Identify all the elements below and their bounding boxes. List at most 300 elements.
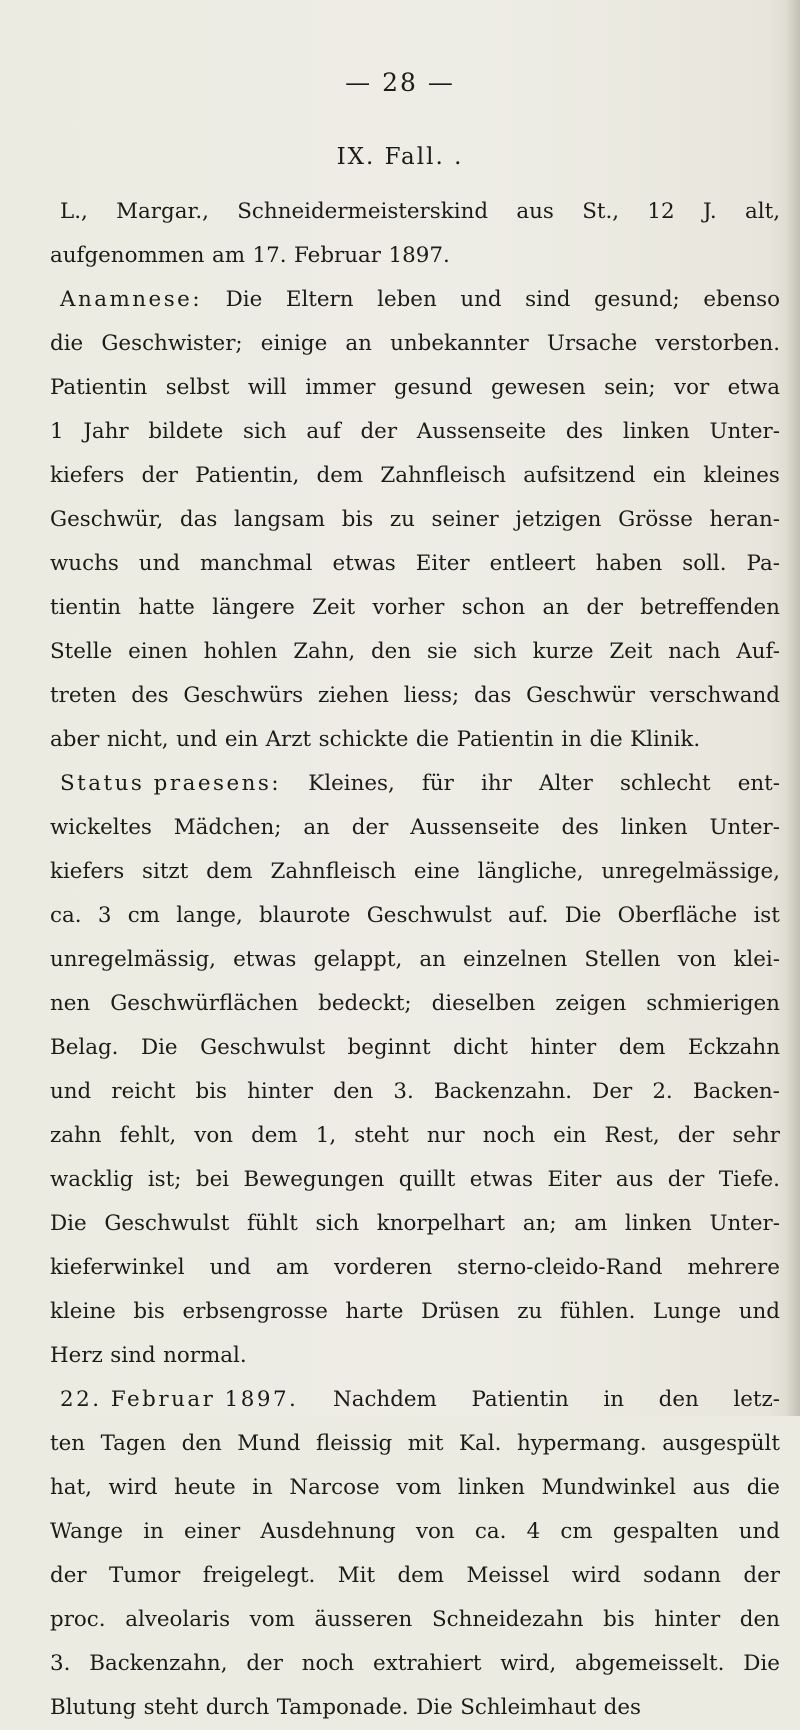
text-line (50, 1246, 780, 1290)
text-line (50, 278, 780, 322)
word: ihr (481, 771, 512, 796)
word: Die (564, 903, 602, 928)
word: längere (212, 595, 295, 620)
word: liess; (403, 683, 460, 708)
word: hinter (654, 1607, 721, 1632)
word: noch (301, 1651, 355, 1676)
text-line (50, 806, 780, 850)
word: blaurote (259, 903, 351, 928)
word: etwas (469, 1167, 534, 1192)
word: bedeckt; (318, 991, 412, 1016)
word: Unter- (709, 815, 780, 840)
word: Aussenseite (410, 815, 540, 840)
word: zeigen (555, 991, 627, 1016)
word: der (667, 1167, 705, 1192)
word: und (738, 1519, 780, 1544)
word: Bewegungen (243, 1167, 385, 1192)
text-line (50, 190, 780, 234)
word: zu (389, 507, 415, 532)
word: beginnt (347, 1035, 431, 1060)
word: Grösse (618, 507, 693, 532)
word: J. (702, 199, 717, 224)
word: proc. (50, 1607, 106, 1632)
word: Herz (50, 1343, 103, 1368)
word: hypermang. (516, 1431, 647, 1456)
word: heute (174, 1475, 236, 1500)
word: an (345, 331, 372, 356)
word: und (209, 1255, 251, 1280)
word: 3. (50, 1651, 71, 1676)
word: alt, (745, 199, 780, 224)
word: schon (461, 595, 526, 620)
word: reicht (111, 1079, 176, 1104)
word: und (738, 1299, 780, 1324)
text-line (50, 1598, 780, 1642)
text-line (50, 1070, 780, 1114)
word: Zahnfleisch (380, 463, 507, 488)
word: den (333, 1079, 374, 1104)
text-line (50, 542, 780, 586)
word: Mundwinkel (541, 1475, 677, 1500)
word: Mund (237, 1431, 301, 1456)
word: immer (305, 375, 376, 400)
word: Geschwulst (366, 903, 492, 928)
word: schlecht (619, 771, 711, 796)
word: Zeit (312, 595, 356, 620)
word: abgemeisselt. (575, 1651, 725, 1676)
word: Schleimhaut (460, 1695, 597, 1720)
word: Alter (539, 771, 593, 796)
word: Eltern (285, 287, 354, 312)
text-line (50, 1158, 780, 1202)
word: dicht (453, 1035, 508, 1060)
word: einzelnen (463, 947, 568, 972)
word: gespalten (612, 1519, 719, 1544)
word: linken (622, 419, 690, 444)
word: unregelmässig, (50, 947, 216, 972)
word: die (50, 331, 84, 356)
text-line (50, 454, 780, 498)
word: Arzt (265, 727, 312, 752)
paragraph-heading: Anamnese: (60, 287, 203, 312)
word: soll. (682, 551, 727, 576)
word: wird, (500, 1651, 557, 1676)
word: linken (458, 1475, 525, 1500)
word: Mädchen; (173, 815, 282, 840)
word: dieselben (431, 991, 536, 1016)
word: von (415, 1519, 455, 1544)
word: Kleines, (308, 771, 395, 796)
word: ebenso (703, 287, 780, 312)
word: Schneidermeisterskind (237, 199, 489, 224)
word: fehlt, (119, 1123, 177, 1148)
word: bis (133, 1299, 165, 1324)
word: bis (341, 507, 374, 532)
word: vom (396, 1475, 442, 1500)
word: ent- (737, 771, 780, 796)
word: sich (243, 419, 287, 444)
word: bis (603, 1607, 635, 1632)
section-title: IX. Fall. . (336, 144, 464, 170)
word: kiefers (50, 859, 125, 884)
text-line (50, 718, 780, 762)
word: den (739, 1607, 780, 1632)
word: wickeltes (50, 815, 152, 840)
text-line (50, 1378, 780, 1422)
word: fühlt (246, 1211, 298, 1236)
word: verschwand (649, 683, 780, 708)
word: Backenzahn, (89, 1651, 228, 1676)
word: sitzt (142, 859, 189, 884)
word: 2. (652, 1079, 673, 1104)
word: an; (522, 1211, 557, 1236)
word: Ursache (546, 331, 638, 356)
word: vorderen (333, 1255, 433, 1280)
word: des (131, 683, 169, 708)
text-line (50, 1642, 780, 1686)
text-line (50, 1686, 780, 1730)
word: an (303, 815, 330, 840)
word: für (421, 771, 454, 796)
word: wird (571, 1563, 621, 1588)
word: längliche, (477, 859, 584, 884)
word: Meissel (466, 1563, 550, 1588)
word: sich (315, 1211, 360, 1236)
word: zu (517, 1299, 543, 1324)
word: Die (743, 1651, 780, 1676)
word: Die (140, 1035, 178, 1060)
word: Geschwulst (104, 1211, 230, 1236)
word: des (565, 419, 604, 444)
word: heran- (709, 507, 780, 532)
word: Backenzahn. (433, 1079, 573, 1104)
word: nach (668, 639, 721, 664)
word: und (50, 1079, 92, 1104)
word: Die (50, 1211, 87, 1236)
word: seiner (431, 507, 499, 532)
text-line (50, 1114, 780, 1158)
word: extrahiert (373, 1651, 482, 1676)
word: Lunge (653, 1299, 722, 1324)
word: der (351, 815, 389, 840)
word: steht (143, 1695, 199, 1720)
word: von (677, 947, 717, 972)
word: Rest, (604, 1123, 660, 1148)
word: Schneidezahn (431, 1607, 584, 1632)
word: aus (692, 1475, 731, 1500)
text-line (50, 1026, 780, 1070)
word: klei- (733, 947, 780, 972)
word: Auf- (736, 639, 780, 664)
text-line (50, 674, 780, 718)
word: cm (560, 1519, 593, 1544)
word: am (574, 1211, 608, 1236)
word: 1897. (388, 243, 450, 268)
word: in (603, 1387, 625, 1412)
word: den (658, 1387, 699, 1412)
text-line (50, 410, 780, 454)
word: an (542, 595, 569, 620)
word: hohlen (203, 639, 278, 664)
word: Geschwürflächen (110, 991, 299, 1016)
word: einige (260, 331, 328, 356)
word: Nachdem (332, 1387, 437, 1412)
text-line (50, 1466, 780, 1510)
text-line (50, 366, 780, 410)
word: leben (377, 287, 437, 312)
word: dem (316, 463, 364, 488)
word: sein; (604, 375, 656, 400)
word: erbsengrosse (182, 1299, 328, 1324)
word: den (181, 1431, 222, 1456)
word: Geschwulst (200, 1035, 326, 1060)
text-line (50, 1554, 780, 1598)
word: alveolaris (125, 1607, 231, 1632)
word: und (138, 551, 181, 576)
word: 17. (252, 243, 287, 268)
word: bis (195, 1079, 228, 1104)
word: kiefers (50, 463, 125, 488)
word: Aussenseite (416, 419, 547, 444)
word: ausgespült (662, 1431, 780, 1456)
word: wird (108, 1475, 158, 1500)
word: Zeit (609, 639, 653, 664)
word: 12 (647, 199, 675, 224)
word: sind (525, 287, 571, 312)
word: gewesen (490, 375, 586, 400)
text-line (50, 322, 780, 366)
word: lange, (176, 903, 243, 928)
word: Backen- (692, 1079, 780, 1104)
word: fühlen. (559, 1299, 636, 1324)
word: Narcose (289, 1475, 380, 1500)
word: in (561, 727, 582, 752)
paragraph-heading: Status praesens: (60, 771, 282, 796)
word: in (252, 1475, 273, 1500)
text-line (50, 762, 780, 806)
word: von (194, 1123, 234, 1148)
word: gelappt, (313, 947, 403, 972)
word: 1 (50, 419, 64, 444)
word: bei (195, 1167, 230, 1192)
word: manchmal (200, 551, 313, 576)
word: der (141, 463, 179, 488)
page-edge-shadow (786, 0, 800, 1416)
word: Klinik. (630, 727, 701, 752)
word: langsam (233, 507, 326, 532)
word: Geschwister; (101, 331, 243, 356)
word: Zahnfleisch (270, 859, 397, 884)
word: Unter- (709, 419, 780, 444)
word: eine (413, 859, 460, 884)
word: bildete (148, 419, 224, 444)
word: L., (60, 199, 88, 224)
word: fleissig (315, 1431, 393, 1456)
word: haben (595, 551, 663, 576)
word: Jahr (83, 419, 129, 444)
word: Tagen (100, 1431, 167, 1456)
word: ein (652, 463, 686, 488)
word: Tumor (108, 1563, 181, 1588)
text-line (50, 1510, 780, 1554)
word: Drüsen (421, 1299, 500, 1324)
word: Kal. (459, 1431, 502, 1456)
word: will (247, 375, 287, 400)
word: die (415, 727, 450, 752)
word: freigelegt. (202, 1563, 316, 1588)
text-line (50, 498, 780, 542)
word: Geschwür (526, 683, 635, 708)
word: Tamponade. (276, 1695, 409, 1720)
text-line (50, 982, 780, 1026)
word: St., (582, 199, 620, 224)
word: unbekannter (390, 331, 529, 356)
word: einen (128, 639, 188, 664)
word: aus (516, 199, 554, 224)
word: dem (397, 1563, 445, 1588)
word: schmierigen (646, 991, 780, 1016)
word: der (50, 1563, 87, 1588)
paragraph-heading: 22. Februar 1897. (60, 1387, 299, 1412)
word: dem (206, 859, 253, 884)
word: aber (50, 727, 100, 752)
word: 3. (393, 1079, 414, 1104)
word: Eiter (415, 551, 470, 576)
word: Oberfläche (617, 903, 738, 928)
word: einer (184, 1519, 241, 1544)
word: der (360, 419, 398, 444)
word: gesund (393, 375, 473, 400)
word: nicht, (106, 727, 169, 752)
word: Geschwür, (50, 507, 164, 532)
word: Pa- (746, 551, 780, 576)
word: dem (251, 1123, 298, 1148)
word: unregelmässige, (601, 859, 780, 884)
word: aus (615, 1167, 654, 1192)
word: sodann (643, 1563, 722, 1588)
word: tientin (50, 595, 122, 620)
word: dem (618, 1035, 666, 1060)
word: an (419, 947, 446, 972)
word: der (246, 1651, 283, 1676)
page-number: — 28 — (345, 68, 455, 97)
word: ist (753, 903, 780, 928)
word: und (176, 727, 218, 752)
word: Tiefe. (718, 1167, 780, 1192)
word: etwas (233, 947, 297, 972)
word: Februar (294, 243, 382, 268)
word: durch (205, 1695, 270, 1720)
text-line (50, 894, 780, 938)
word: kurze (532, 639, 594, 664)
word: Belag. (50, 1035, 119, 1060)
word: die (746, 1475, 780, 1500)
word: knorpelhart (376, 1211, 506, 1236)
text-line (50, 1334, 780, 1378)
text-line (50, 1202, 780, 1246)
word: ca. (50, 903, 82, 928)
word: des (561, 815, 599, 840)
word: Stellen (584, 947, 661, 972)
word: aufgenommen (50, 243, 205, 268)
word: am (275, 1255, 309, 1280)
word: nur (426, 1123, 465, 1148)
word: letz- (733, 1387, 780, 1412)
word: harte (345, 1299, 404, 1324)
word: des (603, 1695, 641, 1720)
word: wacklig (50, 1167, 134, 1192)
word: Die (225, 287, 263, 312)
word: zahn (50, 1123, 102, 1148)
word: schickte (318, 727, 409, 752)
word: ist; (147, 1167, 182, 1192)
text-line (50, 850, 780, 894)
word: vom (249, 1607, 295, 1632)
word: kleines (703, 463, 780, 488)
word: Der (592, 1079, 633, 1104)
word: etwa (727, 375, 780, 400)
word: Eiter (547, 1167, 602, 1192)
word: mit (407, 1431, 444, 1456)
word: und (460, 287, 502, 312)
word: wuchs (50, 551, 119, 576)
word: ein (224, 727, 259, 752)
word: Zahn, (293, 639, 356, 664)
word: sterno-cleido-Rand (457, 1255, 663, 1280)
word: sich (473, 639, 517, 664)
word: ten (50, 1431, 86, 1456)
word: kieferwinkel (50, 1255, 185, 1280)
word: sie (426, 639, 458, 664)
word: selbst (165, 375, 230, 400)
word: nen (50, 991, 91, 1016)
word: hat, (50, 1475, 92, 1500)
word: vorher (372, 595, 445, 620)
word: hinter (530, 1035, 597, 1060)
word: Patientin (456, 727, 554, 752)
word: Mit (337, 1563, 376, 1588)
word: Margar., (116, 199, 209, 224)
word: gesund; (593, 287, 680, 312)
word: sind (110, 1343, 156, 1368)
word: Patientin, (195, 463, 300, 488)
word: Patientin (471, 1387, 569, 1412)
word: Die (416, 1695, 453, 1720)
word: 4 (526, 1519, 541, 1544)
word: der (743, 1563, 780, 1588)
word: noch (482, 1123, 536, 1148)
text-line (50, 234, 780, 278)
word: etwas (332, 551, 396, 576)
word: jetzigen (515, 507, 602, 532)
text-line (50, 1422, 780, 1466)
word: das (473, 683, 512, 708)
word: auf. (507, 903, 549, 928)
word: am (211, 243, 245, 268)
word: Blutung (50, 1695, 137, 1720)
word: Patientin (50, 375, 148, 400)
word: hatte (138, 595, 195, 620)
word: cm (127, 903, 160, 928)
word: linken (624, 1211, 692, 1236)
word: Wange (50, 1519, 124, 1544)
word: ziehen (317, 683, 389, 708)
word: Eckzahn (687, 1035, 780, 1060)
word: Stelle (50, 639, 113, 664)
word: hinter (247, 1079, 313, 1104)
word: der (586, 595, 623, 620)
word: das (179, 507, 218, 532)
